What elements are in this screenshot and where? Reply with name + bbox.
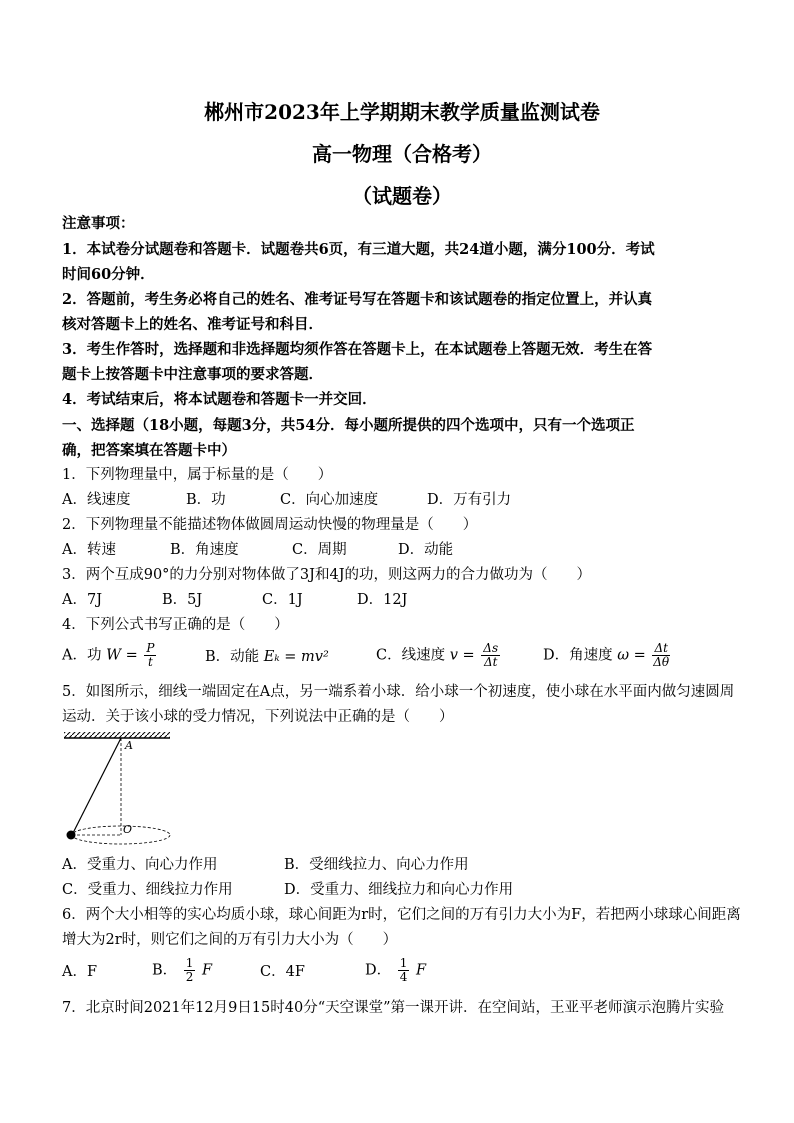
notice-line: 核对答题卡上的姓名、准考证号和科目． <box>62 316 323 333</box>
notice-line: 时间60分钟． <box>62 266 155 283</box>
fraction <box>398 957 410 984</box>
option-b: B．功 <box>186 492 226 508</box>
notice-line: 4．考试结束后，将本试题卷和答题卡一并交回． <box>62 391 377 408</box>
numerator: 1 <box>399 956 408 970</box>
option-c: C．向心加速度 <box>280 492 379 508</box>
fraction <box>184 957 196 984</box>
denominator: 2 <box>185 970 194 984</box>
question-stem: 6．两个大小相等的实心均质小球，球心间距为r时，它们之间的万有引力大小为F，若把两小球球心间距离 <box>62 907 741 923</box>
label-o: O <box>123 823 133 836</box>
notice-line: 3．考生作答时，选择题和非选择题均须作答在答题卡上，在本试题卷上答题无效．考生在答 <box>62 341 653 358</box>
option-label: D．角速度 <box>543 647 613 664</box>
option-a: A．7J <box>62 592 103 608</box>
numerator: Δt <box>654 641 668 655</box>
fraction <box>652 642 670 669</box>
option-c: C．周期 <box>292 542 347 558</box>
question-stem: 5．如图所示，细线一端固定在A点，另一端系着小球．给小球一个初速度，使小球在水平面内做匀速圆周 <box>62 684 735 700</box>
notice-line: 1．本试卷分试题卷和答题卡．试题卷共6页，有三道大题，共24道小题，满分100分．考试 <box>62 241 655 258</box>
option-label: C．线速度 <box>376 647 446 664</box>
option-d: D．12J <box>357 592 408 608</box>
option-c: C．1J <box>262 592 303 608</box>
notice-line: 2．答题前，考生务必将自己的姓名、准考证号写在答题卡和该试题卷的指定位置上，并认真 <box>62 291 653 308</box>
option-a: A．受重力、向心力作用 <box>62 857 218 873</box>
option-d <box>543 642 672 669</box>
formula-tail: F <box>416 962 427 979</box>
section-heading: 确，把答案填在答题卡中） <box>62 442 236 459</box>
option-label: B．动能 <box>205 649 260 665</box>
exam-subtitle: 高一物理（合格考） <box>312 142 492 166</box>
option-b <box>152 957 212 984</box>
denominator: Δθ <box>653 655 670 669</box>
option-a: A．转速 <box>62 542 116 558</box>
option-b: B．5J <box>162 592 203 608</box>
notice-heading: 注意事项： <box>62 215 135 232</box>
question-stem: 增大为2r时，则它们之间的万有引力大小为（ ） <box>62 932 398 948</box>
denominator: 4 <box>399 970 408 984</box>
formula-lhs: v = <box>449 647 475 664</box>
option-d: D．动能 <box>398 542 454 558</box>
option-d <box>365 957 426 984</box>
ceiling-hatch <box>64 732 170 738</box>
notice-line: 题卡上按答题卡中注意事项的要求答题． <box>62 366 323 383</box>
option-a: A．F <box>62 964 98 980</box>
question-stem: 1．下列物理量中，属于标量的是（ ） <box>62 467 333 483</box>
ball <box>67 831 76 840</box>
exam-type: （试题卷） <box>352 184 452 208</box>
formula-lhs: ω = <box>617 647 646 664</box>
option-c: C．4F <box>260 964 305 980</box>
option-label: B． <box>152 962 178 979</box>
option-a <box>62 642 158 669</box>
conical-pendulum-figure <box>62 730 174 852</box>
option-d: D．万有引力 <box>427 492 512 508</box>
option-b: B．受细线拉力、向心力作用 <box>284 857 469 873</box>
question-stem: 4．下列公式书写正确的是（ ） <box>62 617 289 633</box>
option-a: A．线速度 <box>62 492 131 508</box>
option-c: C．受重力、细线拉力作用 <box>62 882 233 898</box>
formula-tail: F <box>202 962 213 979</box>
label-a: A <box>125 739 133 752</box>
question-stem: 3．两个互成90°的力分别对物体做了3J和4J的功，则这两力的合力做功为（ ） <box>62 567 591 583</box>
option-label: A．功 <box>62 647 102 664</box>
fraction <box>144 642 156 669</box>
numerator: Δs <box>483 641 499 655</box>
denominator: t <box>148 655 153 669</box>
question-stem: 2．下列物理量不能描述物体做圆周运动快慢的物理量是（ ） <box>62 517 478 533</box>
denominator: Δt <box>483 655 498 669</box>
option-c <box>376 642 502 669</box>
option-d: D．受重力、细线拉力和向心力作用 <box>284 882 514 898</box>
formula-lhs: W = <box>106 647 138 664</box>
question-stem: 运动．关于该小球的受力情况，下列说法中正确的是（ ） <box>62 709 454 725</box>
option-b: B．角速度 <box>170 542 239 558</box>
option-b <box>205 647 329 667</box>
option-label: D． <box>365 962 392 979</box>
question-stem: 7．北京时间2021年12月9日15时40分“天空课堂”第一课开讲．在空间站，王亚平老师演示泡腾片实验 <box>62 1000 725 1016</box>
numerator: 1 <box>185 956 194 970</box>
fraction <box>481 642 500 669</box>
exam-title: 郴州市2023年上学期期末教学质量监测试卷 <box>204 100 600 124</box>
formula: Eₖ = mv² <box>263 649 329 665</box>
section-heading: 一、选择题（18小题，每题3分，共54分．每小题所提供的四个选项中，只有一个选项正 <box>62 417 635 434</box>
numerator: P <box>146 641 155 655</box>
string-line <box>72 738 121 835</box>
